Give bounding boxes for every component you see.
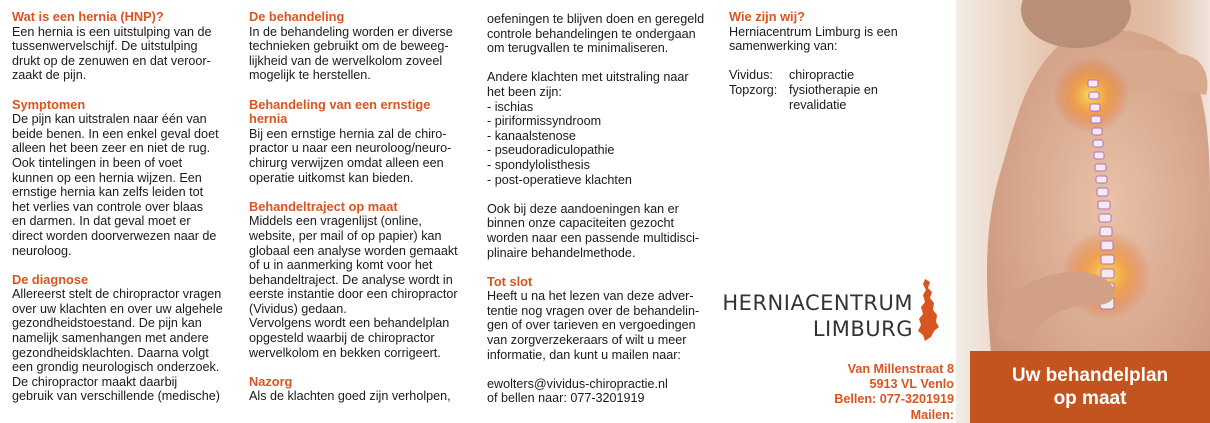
traject-heading: Behandeltraject op maat [249, 198, 398, 214]
email-link[interactable]: ewolters@vividus-chiropractie.nl [487, 376, 668, 391]
hernia-heading: Wat is een hernia (HNP)? [12, 9, 164, 24]
column-4 [729, 10, 934, 112]
partner-name: Topzorg: [729, 82, 778, 97]
column-2 [249, 10, 474, 404]
traject-text: Middels een vragenlijst (online, website, per mail of op papier) kan globaal een analyse worden gemaakt of u in aanmerking komt voor het behandeltraject. De analyse wordt in eerste instantie door een chiropractor (Vividus) gedaan. Vervolgens wordt een behandelplan opgesteld waarbij de chiropractor wervelkolom en bekken corrigeert. [249, 214, 458, 360]
address-street: Van Millenstraat 8 [847, 362, 954, 376]
aandoeningen-text: Ook bij deze aandoeningen kan er binnen onze capaciteiten gezocht worden naar een passende multidisci- plinaire behandelmethode. [487, 201, 700, 260]
symptomen-text: De pijn kan uitstralen naar één van beide benen. In een enkel geval doet alleen het been zeer en niet de rug. Ook tintelingen in been of voet kunnen op een hernia wijzen. Een ernstige hernia kan zelfs leiden tot het verlies van controle over blaas en darmen. In dat geval moet er direct worden doorverwezen naar de neuroloog. [12, 112, 219, 258]
diagnose-text: Allereerst stelt de chiropractor vragen over uw klachten en over uw algehele gezondheidstoestand. De pijn kan namelijk samenhangen met andere gezondheidsklachten. Daarna volgt een grondig neurologisch onderzoek. De chiropractor maakt daarbij gebruik van verschillende (medische) [12, 287, 223, 404]
nazorg-heading: Nazorg [249, 373, 293, 389]
symptomen-heading: Symptomen [12, 96, 86, 112]
ernstig-heading: Behandeling van een ernstige hernia [249, 96, 431, 127]
behandeling-heading: De behandeling [249, 9, 345, 24]
behandelplan-banner [970, 351, 1210, 423]
klachten-list: Andere klachten met uitstraling naar het been zijn: - ischias - piriformissyndroom - kanaalstenose - pseudoradiculopathie - spondylolisthesis - post-operatieve klachten [487, 70, 689, 187]
behandeling-text: In de behandeling worden er diverse technieken gebruikt om de beweeg- lijkheid van de wervelkolom zoveel mogelijk te herstellen. [249, 24, 453, 83]
wie-heading: Wie zijn wij? [729, 9, 805, 24]
intro-text: oefeningen te blijven doen en geregeld controle behandelingen te ondergaan om terugvallen te minimaliseren. [487, 12, 705, 56]
column-3 [487, 12, 715, 406]
banner-line-1: Uw behandelplan [1011, 365, 1169, 386]
nazorg-text: Als de klachten goed zijn verholpen, [249, 389, 451, 404]
logo-line-2: LIMBURG [812, 317, 913, 341]
partner-role: chiropractie [789, 68, 855, 83]
address-block [834, 362, 954, 423]
herniacentrum-logo [722, 285, 943, 345]
totslot-heading: Tot slot [487, 273, 533, 289]
partner-name: Vividus: [729, 68, 773, 83]
hernia-text: Een hernia is een uitstulping van de tussenwervelschijf. De uitstulping drukt op de zenuwen en dat veroor- zaakt de pijn. [12, 24, 212, 83]
diagnose-heading: De diagnose [12, 271, 89, 287]
ernstig-text: Bij een ernstige hernia zal de chiro- practor u naar een neuroloog/neuro- chirurg verwijzen omdat alleen een operatie uitkomst kan bieden. [249, 126, 452, 185]
partner-row [729, 68, 934, 83]
address-city: 5913 VL Venlo [869, 377, 954, 392]
wie-text: Herniacentrum Limburg is een samenwerking van: [729, 24, 898, 54]
logo-line-1: HERNIACENTRUM [722, 291, 913, 315]
column-1 [12, 10, 237, 404]
address-phone[interactable]: Bellen: 077-3201919 [834, 392, 954, 407]
partner-row [729, 83, 934, 112]
banner-line-2: op maat [1053, 388, 1127, 409]
limburg-map-icon [917, 279, 939, 341]
address-mail-label: Mailen: [910, 407, 954, 422]
partner-role: fysiotherapie en revalidatie [789, 82, 878, 112]
totslot-text: Heeft u na het lezen van deze adver- tentie nog vragen over de behandelin- gen of over tarieven en vergoedingen van zorgverzekeraars of wilt u meer informatie, dan kunt u mailen naar: [487, 289, 700, 362]
phone-line: of bellen naar: 077-3201919 [487, 391, 645, 406]
